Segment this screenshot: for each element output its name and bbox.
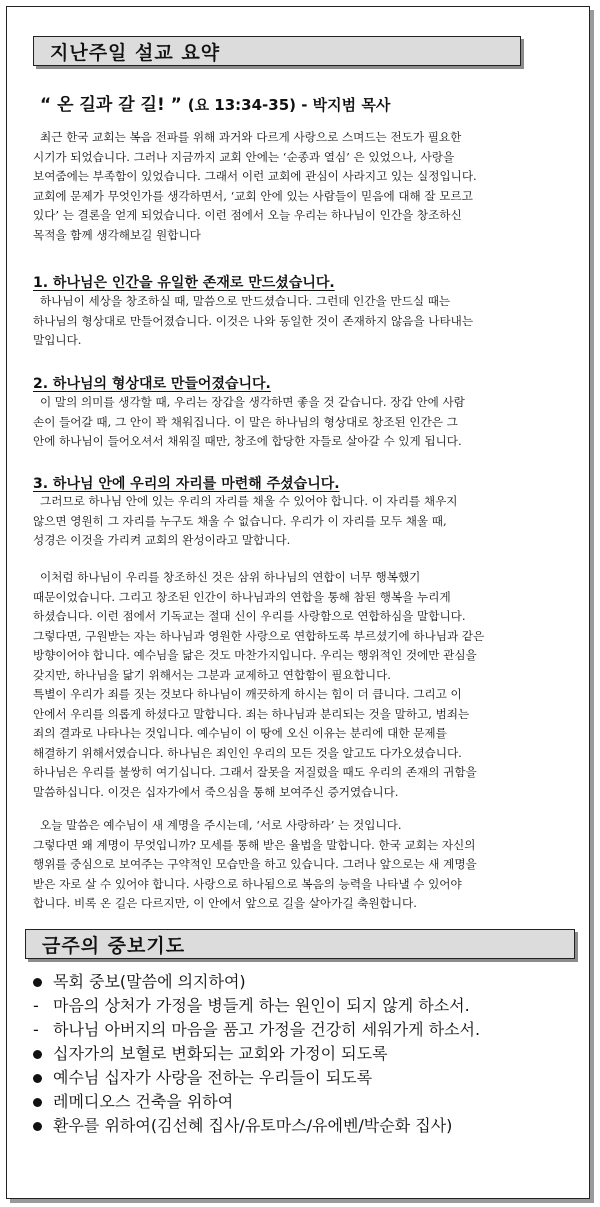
text-line: 하나님은 우리를 불쌍히 여기십니다. 그래서 잘못을 저질렀을 때도 우리의 존재의 귀함을: [33, 765, 477, 779]
prayer-item-text: 환우를 위하여(김선혜 집사/유토마스/유에벤/박순화 집사): [53, 1116, 453, 1135]
intro-paragraph: [33, 128, 568, 245]
prayer-header: [25, 929, 575, 959]
text-line: 하셨습니다. 이런 점에서 기독교는 절대 신이 우리를 사랑함으로 연합하심을 말합니다.: [33, 609, 466, 623]
text-line: 갖지만, 하나님을 닮기 위해서는 그분과 교제하고 연합함이 필요합니다.: [33, 667, 391, 682]
point-1-paragraph: [33, 292, 568, 351]
text-line: 합니다. 비록 온 길은 다르지만, 이 안에서 앞으로 길을 살아가길 축원합니다.: [33, 896, 417, 910]
text-line: 받은 자로 살 수 있어야 합니다. 사랑으로 하나됨으로 복음의 능력을 나타낼 수 있어야: [33, 876, 462, 891]
prayer-item: [33, 1066, 573, 1090]
point-3-paragraph: [33, 492, 568, 551]
prayer-item-text: 하나님 아버지의 마음을 품고 가정을 건강히 세워가게 하소서.: [53, 1020, 481, 1039]
text-line: 하나님이 세상을 창조하실 때, 말씀으로 만드셨습니다. 그런데 인간을 만드실 때는: [40, 294, 451, 308]
prayer-item: [33, 1042, 573, 1066]
closing-paragraph: [33, 816, 568, 914]
sermon-title: [40, 90, 560, 115]
point-1-heading: 1. 하나님은 인간을 유일한 존재로 만드셨습니다.: [33, 275, 335, 291]
prayer-item: [33, 1090, 573, 1114]
text-line: 말씀하십니다. 이것은 십자가에서 죽으심을 통해 보여주신 증거였습니다.: [33, 784, 399, 799]
point-2-paragraph: [33, 393, 568, 452]
text-line: 안에서 우리를 의롭게 하셨다고 말합니다. 죄는 하나님과 분리되는 것을 말하고, 범죄는: [33, 706, 470, 721]
text-line: 이처럼 하나님이 우리를 창조하신 것은 삼위 하나님의 연합이 너무 행복했기: [40, 570, 421, 584]
text-line: 말입니다.: [33, 333, 82, 347]
body-paragraph: [33, 568, 568, 802]
text-line: 때문이었습니다. 그리고 창조된 인간이 하나님과의 연합을 통해 참된 행복을 누리게: [33, 589, 451, 604]
bullet-icon: [33, 970, 53, 994]
text-line: 방향이어야 합니다. 예수님을 닮은 것도 마찬가지입니다. 우리는 행위적인 것에만 관심을: [33, 648, 477, 662]
text-line: 죄의 결과로 나타나는 것입니다. 예수님이 이 땅에 오신 이유는 분리에 대한 문제를: [33, 726, 447, 740]
bullet-icon: [33, 1114, 53, 1138]
text-line: 행위를 중심으로 보여주는 구약적인 모습만을 하고 있습니다. 그러나 앞으로는 새 계명을: [33, 857, 477, 871]
bullet-icon: [33, 1042, 53, 1066]
text-line: 그렇다면, 구원받는 자는 하나님과 영원한 사랑으로 연합하도록 부르셨기에 하나님과 같은: [33, 628, 485, 643]
prayer-item-text: 마음의 상처가 가정을 병들게 하는 원인이 되지 않게 하소서.: [53, 996, 470, 1015]
prayer-item-text: 레메디오스 건축을 위하여: [53, 1092, 234, 1111]
sermon-summary-header-text: 지난주일 설교 요약: [50, 41, 221, 64]
point-3-heading: 3. 하나님 안에 우리의 자리를 마련해 주셨습니다.: [33, 476, 340, 492]
text-line: 성경은 이것을 가리켜 교회의 완성이라고 말합니다.: [33, 533, 291, 547]
bullet-icon: [33, 1066, 53, 1090]
sermon-reference: (요 13:34-35) - 박지범 목사: [187, 96, 391, 114]
text-line: 최근 한국 교회는 복음 전파를 위해 과거와 다르게 사랑으로 스며드는 전도가 필요한: [40, 130, 462, 144]
point-2-heading: 2. 하나님의 형상대로 만들어졌습니다.: [33, 376, 271, 392]
text-line: 하나님의 형상대로 만들어졌습니다. 이것은 나와 동일한 것이 존재하지 않음을 나타내는: [33, 313, 474, 328]
prayer-item-text: 목회 중보(말씀에 의지하여): [53, 972, 246, 991]
bullet-icon: [33, 1090, 53, 1114]
prayer-item: [33, 1018, 573, 1042]
text-line: 그렇다면 왜 계명이 무엇입니까? 모세를 통해 받은 율법을 말합니다. 한국 교회는 자신의: [33, 837, 476, 852]
text-line: 안에 하나님이 들어오셔서 채워질 때만, 창조에 합당한 자들로 살아갈 수 있게 됩니다.: [33, 434, 462, 448]
text-line: 목적을 함께 생각해보길 원합니다: [33, 227, 201, 242]
prayer-item: [33, 970, 573, 994]
text-line: 손이 들어갈 때, 그 안이 꽉 채워집니다. 이 말은 하나님의 형상대로 창조된 인간은 그: [33, 414, 458, 429]
text-line: 오늘 말씀은 예수님이 새 계명을 주시는데, ‘서로 사랑하라’ 는 것입니다.: [40, 818, 402, 832]
text-line: 그러므로 하나님 안에 있는 우리의 자리를 채울 수 있어야 합니다. 이 자리를 채우지: [40, 494, 458, 508]
text-line: 보여줌에는 부족함이 있었습니다. 그래서 이런 교회에 관심이 사라지고 있는 실정입니다.: [33, 169, 477, 183]
dash-icon: -: [33, 1020, 39, 1039]
sermon-title-text: “ 온 길과 갈 길! ”: [40, 95, 182, 115]
text-line: 이 말의 의미를 생각할 때, 우리는 장갑을 생각하면 좋을 것 같습니다. 장갑 안에 사람: [40, 395, 465, 409]
prayer-header-text: 금주의 중보기도: [42, 934, 186, 957]
text-line: 않으면 영원히 그 자리를 누구도 채울 수 없습니다. 우리가 이 자리를 모두 채울 때,: [33, 513, 447, 528]
text-line: 특별이 우리가 죄를 짓는 것보다 하나님이 깨끗하게 하시는 힘이 더 큽니다. 그리고 이: [33, 687, 462, 701]
text-line: 시기가 되었습니다. 그러나 지금까지 교회 안에는 ‘순종과 열심’ 은 있었으나, 사랑을: [33, 149, 455, 164]
text-line: 해결하기 위해서였습니다. 하나님은 죄인인 우리의 모든 것을 알고도 다가오셨습니다.: [33, 745, 462, 760]
sermon-summary-header: [33, 36, 521, 66]
prayer-list: [33, 970, 573, 1138]
prayer-item: [33, 994, 573, 1018]
text-line: 교회에 문제가 무엇인가를 생각하면서, ‘교회 안에 있는 사람들이 믿음에 대해 잘 모르고: [33, 188, 473, 203]
dash-icon: -: [33, 996, 39, 1015]
prayer-item-text: 예수님 십자가 사랑을 전하는 우리들이 되도록: [53, 1068, 373, 1087]
text-line: 있다’ 는 결론을 얻게 되었습니다. 이런 점에서 오늘 우리는 하나님이 인간을 창조하신: [33, 208, 462, 222]
prayer-item-text: 십자가의 보혈로 변화되는 교회와 가정이 되도록: [53, 1044, 388, 1063]
prayer-item: [33, 1114, 573, 1138]
